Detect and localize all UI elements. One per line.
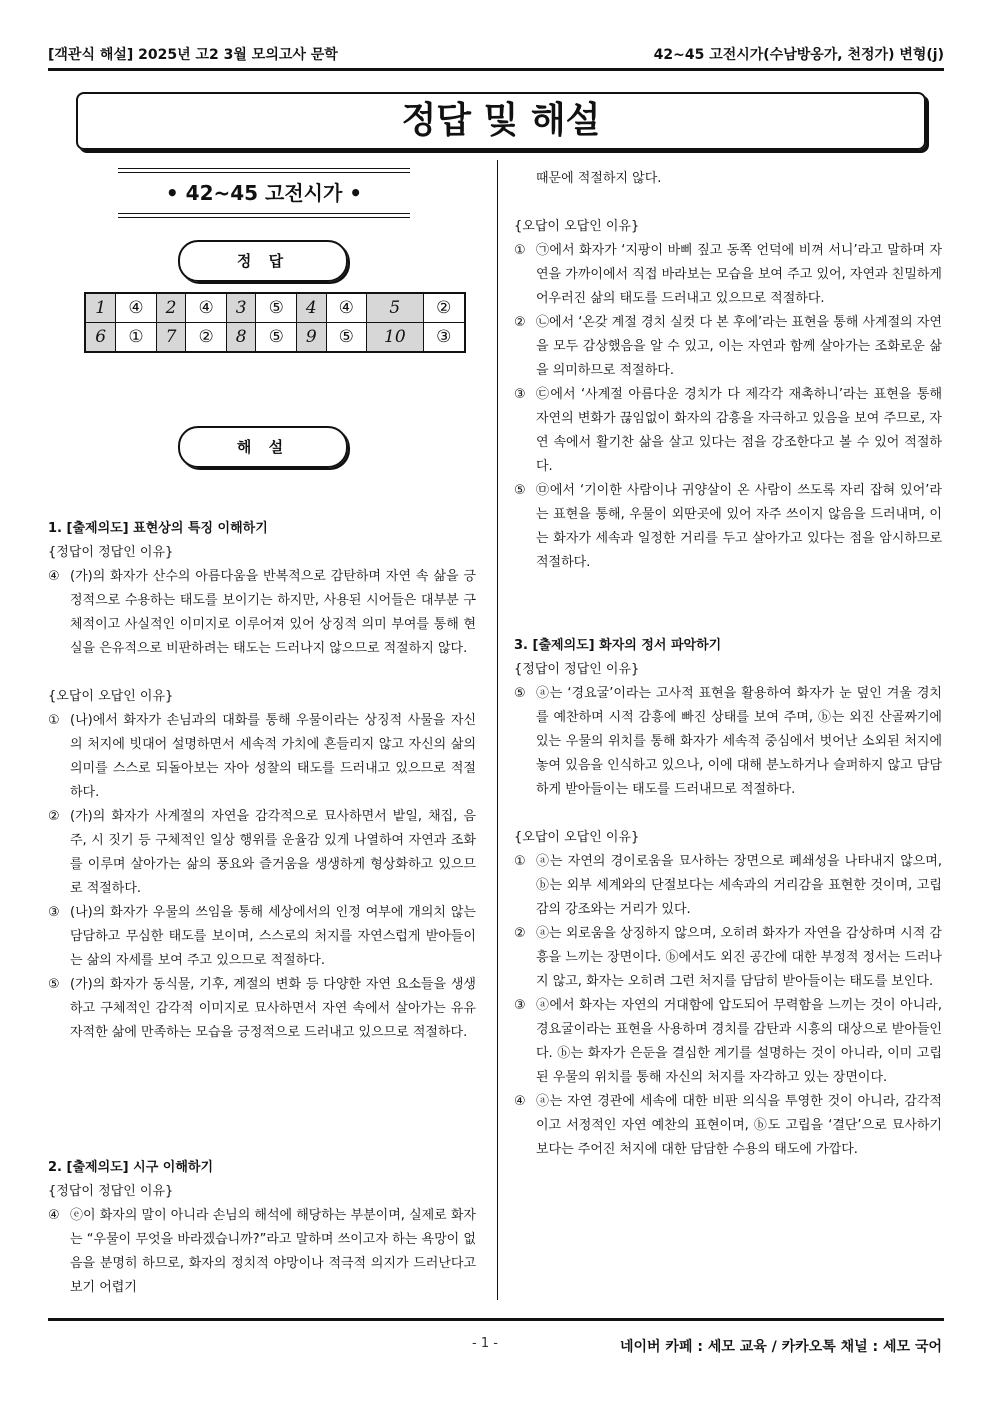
footer-credit: 네이버 카페 : 세모 교육 / 카카오톡 채널 : 세모 국어 — [619, 1339, 942, 1355]
q2-heading: 2. [출제의도] 시구 이해하기 — [48, 1160, 214, 1175]
option-mark: ④ — [48, 569, 60, 584]
answer-cell: 5 — [367, 293, 424, 323]
q3-correct-label: {정답이 정답인 이유} — [514, 662, 640, 677]
option-mark: ⑤ — [514, 686, 526, 701]
option-text: ⓐ는 외로움을 상징하지 않으며, 오히려 화자가 자연을 감상하며 시적 감흥을 느끼는 장면이다. ⓑ에서도 외진 공간에 대한 부정적 정서는 드러나지 않고, 화자는 오히려 그런 처지를 담담히 받아들이는 태도를 보인다. — [536, 926, 942, 989]
q3-wrong-label: {오답이 오답인 이유} — [514, 830, 640, 845]
answer-cell: 2 — [156, 293, 186, 323]
answer-cell: 7 — [156, 323, 186, 353]
option-text: ⓔ이 화자의 말이 아니라 손님의 해석에 해당하는 부분이며, 실제로 화자는 “우물이 무엇을 바라겠습니까?”라고 말하며 쓰이고자 하는 욕망이 없음을 분명히 하므로, 화자의 정치적 야망이나 적극적 의지가 드러난다고 보기 어렵기 — [70, 1208, 476, 1295]
q1-correct-item — [48, 565, 476, 661]
answer-cell: ⑤ — [256, 323, 297, 353]
answer-cell: ③ — [423, 323, 465, 353]
question-3 — [514, 634, 942, 1162]
question-2 — [48, 1156, 476, 1300]
option-text: ㉢에서 ‘사계절 아름다운 경치가 다 제각각 재촉하니’라는 표현을 통해 자연의 변화가 끊임없이 화자의 감흥을 자극하고 있음을 보여 주므로, 자연 속에서 활기찬 삶을 살고 있다는 점을 강조한다고 볼 수 있어 적절하다. — [536, 387, 942, 474]
q3-wrong-item — [514, 994, 942, 1090]
option-mark: ④ — [48, 1208, 60, 1223]
option-text: ⓐ는 ‘경요굴’이라는 고사적 표현을 활용하여 화자가 눈 덮인 겨울 경치를 예찬하며 시적 감흥에 빠진 상태를 보여 주며, ⓑ는 외진 산골짜기에 있는 우물의 위치를 통해 화자가 세속적 중심에서 벗어난 소외된 처지에 놓여 있음을 인식하고 있으나, 이에 대해 분노하거나 슬퍼하지 않고 담담하게 받아들이는 태도를 드러내므로 적절하다. — [536, 686, 942, 797]
option-text: ㉠에서 화자가 ‘지팡이 바삐 짚고 동쪽 언덕에 비껴 서니’라고 말하며 자연을 가까이에서 직접 바라보는 모습을 보여 주고 있어, 자연과 친밀하게 어우러진 삶의 태도를 드러내고 있으므로 적절하다. — [536, 243, 942, 306]
q2-wrong-item — [514, 239, 942, 311]
q2-wrong-label: {오답이 오답인 이유} — [514, 219, 640, 234]
answer-cell: 9 — [296, 323, 326, 353]
answer-cell: 1 — [85, 293, 116, 323]
option-mark: ② — [514, 315, 526, 330]
answer-row — [85, 293, 465, 323]
option-text: ⓐ는 자연의 경이로움을 묘사하는 장면으로 폐쇄성을 나타내지 않으며, ⓑ는 외부 세계와의 단절보다는 세속과의 거리감을 표현한 것이며, 고립감의 강조와는 거리가 있다. — [536, 854, 942, 917]
option-text: (나)의 화자가 우물의 쓰임을 통해 세상에서의 인정 여부에 개의치 않는 담담하고 무심한 태도를 보이며, 스스로의 처지를 자연스럽게 받아들이는 삶의 자세를 보여 주고 있으므로 적절하다. — [70, 905, 476, 968]
section-title: • 42~45 고전시가 • — [118, 172, 410, 214]
footer-rule — [48, 1318, 944, 1321]
q1-wrong-item — [48, 901, 476, 973]
q1-wrong-item — [48, 709, 476, 805]
page-title: 정답 및 해설 — [76, 92, 926, 150]
q3-wrong-item — [514, 850, 942, 922]
q2-correct-item — [48, 1204, 476, 1300]
option-text: ㉤에서 ‘기이한 사람이나 귀양살이 온 사람이 쓰도록 자리 잡혀 있어’라는 표현을 통해, 우물이 외딴곳에 있어 자주 쓰이지 않음을 드러내며, 이는 화자가 세속과 일정한 거리를 두고 살아가고 있다는 점을 암시하므로 적절하다. — [536, 483, 942, 570]
question-2-continued — [514, 167, 942, 575]
header-right: 42~45 고전시가(수남방옹가, 천정가) 변형(j) — [653, 47, 944, 63]
q2-correct-continued: 때문에 적절하지 않다. — [536, 171, 662, 186]
option-text: ⓐ에서 화자는 자연의 거대함에 압도되어 무력함을 느끼는 것이 아니라, 경요굴이라는 표현을 사용하며 경치를 감탄과 시흥의 대상으로 받아들인다. ⓑ는 화자가 은둔을 결심한 계기를 설명하는 것이 아니라, 이미 고립된 우물의 위치를 통해 자신의 처지를 자각하고 있는 장면이다. — [536, 998, 942, 1085]
option-mark: ① — [48, 713, 60, 728]
option-mark: ③ — [514, 387, 526, 402]
answer-cell: 10 — [367, 323, 424, 353]
column-divider — [497, 160, 498, 1300]
option-mark: ① — [514, 243, 526, 258]
option-text: (가)의 화자가 산수의 아름다움을 반복적으로 감탄하며 자연 속 삶을 긍정적으로 수용하는 태도를 보이기는 하지만, 사용된 시어들은 대부분 구체적이고 사실적인 이미지로 이루어져 있어 상징적 의미 부여를 통해 현실을 은유적으로 비판하려는 태도는 드러나지 않으므로 적절하지 않다. — [70, 569, 476, 656]
q3-wrong-item — [514, 922, 942, 994]
answer-cell: ④ — [186, 293, 227, 323]
question-1 — [48, 517, 476, 1045]
answer-cell: ⑤ — [326, 323, 367, 353]
answer-cell: ④ — [326, 293, 367, 323]
page-number: - 1 - — [472, 1336, 498, 1351]
option-mark: ② — [48, 809, 60, 824]
option-text: (가)의 화자가 동식물, 기후, 계절의 변화 등 다양한 자연 요소들을 생생하고 구체적인 감각적 이미지로 묘사하면서 자연 속에서 살아가는 유유자적한 삶에 만족하는 모습을 긍정적으로 드러내고 있으므로 적절하다. — [70, 977, 476, 1040]
answer-cell: ④ — [116, 293, 157, 323]
q3-wrong-item — [514, 1090, 942, 1162]
option-mark: ① — [514, 854, 526, 869]
q2-wrong-item — [514, 479, 942, 575]
q1-heading: 1. [출제의도] 표현상의 특징 이해하기 — [48, 521, 268, 536]
option-text: ㉡에서 ‘온갖 계절 경치 실컷 다 본 후에’라는 표현을 통해 사계절의 자연을 모두 감상했음을 알 수 있고, 이는 자연과 함께 살아가는 조화로운 삶을 의미하므로 적절하다. — [536, 315, 942, 378]
q2-correct-label: {정답이 정답인 이유} — [48, 1184, 174, 1199]
option-mark: ④ — [514, 1094, 526, 1109]
q2-wrong-item — [514, 383, 942, 479]
answer-cell: ① — [116, 323, 157, 353]
answer-cell: ② — [423, 293, 465, 323]
answer-cell: ⑤ — [256, 293, 297, 323]
q3-correct-item — [514, 682, 942, 802]
option-mark: ⑤ — [48, 977, 60, 992]
answer-cell: 6 — [85, 323, 116, 353]
answer-row — [85, 323, 465, 353]
option-mark: ③ — [514, 998, 526, 1013]
q1-wrong-label: {오답이 오답인 이유} — [48, 689, 174, 704]
answer-cell: 8 — [226, 323, 256, 353]
option-text: ⓐ는 자연 경관에 세속에 대한 비판 의식을 투영한 것이 아니라, 감각적이고 서정적인 자연 예찬의 표현이며, ⓑ도 고립을 ‘결단’으로 묘사하기보다는 주어진 처지에 대한 담담한 수용의 태도에 가깝다. — [536, 1094, 942, 1157]
q1-wrong-item — [48, 805, 476, 901]
answer-cell: 4 — [296, 293, 326, 323]
answer-cell: 3 — [226, 293, 256, 323]
q1-correct-label: {정답이 정답인 이유} — [48, 545, 174, 560]
answer-table — [84, 292, 466, 353]
header-rule — [48, 68, 944, 71]
explanation-label: 해 설 — [178, 426, 348, 468]
answer-label: 정 답 — [178, 240, 348, 282]
q3-heading: 3. [출제의도] 화자의 정서 파악하기 — [514, 638, 722, 653]
option-mark: ⑤ — [514, 483, 526, 498]
option-mark: ③ — [48, 905, 60, 920]
option-text: (가)의 화자가 사계절의 자연을 감각적으로 묘사하면서 밭일, 채집, 음주, 시 짓기 등 구체적인 일상 행위를 운율감 있게 나열하여 자연과 조화를 이루며 살아가는 삶의 풍요와 즐거움을 생생하게 형상화하고 있으므로 적절하다. — [70, 809, 476, 896]
option-text: (나)에서 화자가 손님과의 대화를 통해 우물이라는 상징적 사물을 자신의 처지에 빗대어 설명하면서 세속적 가치에 흔들리지 않고 자신의 삶의 의미를 스스로 되돌아보는 자아 성찰의 태도를 드러내고 있으므로 적절하다. — [70, 713, 476, 800]
answer-cell: ② — [186, 323, 227, 353]
q1-wrong-item — [48, 973, 476, 1045]
q2-wrong-item — [514, 311, 942, 383]
header-left: [객관식 해설] 2025년 고2 3월 모의고사 문학 — [48, 47, 338, 63]
option-mark: ② — [514, 926, 526, 941]
